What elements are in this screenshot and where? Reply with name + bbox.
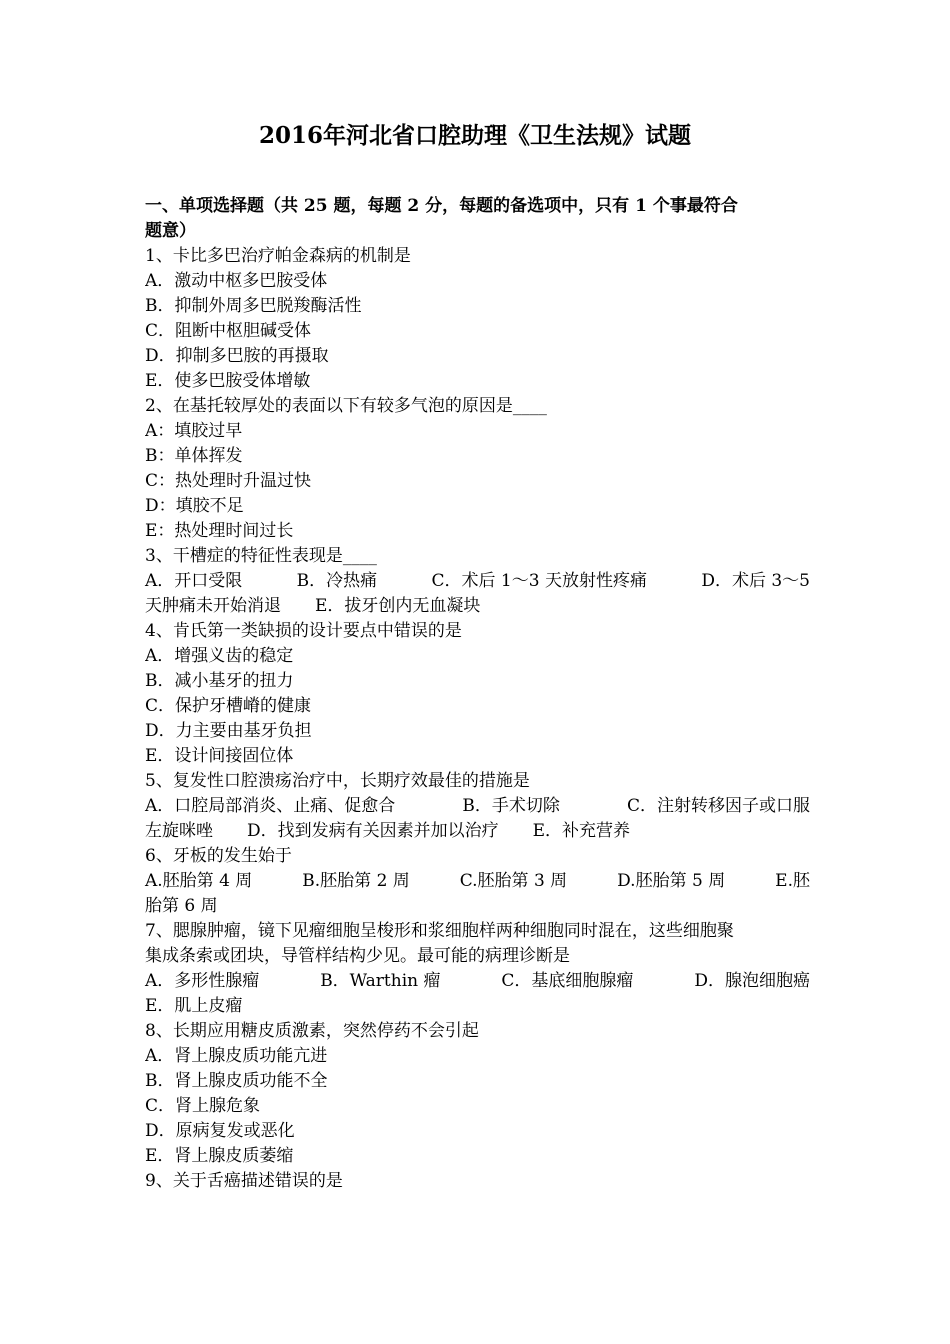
question-8-option-e: E．肾上腺皮质萎缩 [145,1146,294,1166]
question-5-option-b: B．手术切除 [462,796,560,816]
question-4-option-b: B．减小基牙的扭力 [145,671,294,691]
question-3-options-cont: 天肿痛未开始消退 E．拔牙创内无血凝块 [145,596,481,616]
question-6-stem: 6、牙板的发生始于 [145,846,292,866]
question-1-option-e: E．使多巴胺受体增敏 [145,371,311,391]
question-6-option-d: D.胚胎第 5 周 [617,871,726,891]
question-3-option-b: B．冷热痛 [296,571,378,591]
question-3-option-d: D．术后 3～5 [701,571,810,591]
question-7-option-d: D．腺泡细胞癌 [694,971,810,991]
question-1-option-b: B．抑制外周多巴脱羧酶活性 [145,296,362,316]
document-body [145,194,810,1194]
section-heading: 一、单项选择题（共 25 题，每题 2 分，每题的备选项中，只有 1 个事最符合 [145,196,738,216]
document-title: 2016年河北省口腔助理《卫生法规》试题 [258,122,691,149]
question-5-options-row [145,794,810,819]
question-7-options-row [145,969,810,994]
question-8-option-a: A．肾上腺皮质功能亢进 [145,1046,328,1066]
question-8-stem: 8、长期应用糖皮质激素，突然停药不会引起 [145,1021,479,1041]
question-4-option-a: A．增强义齿的稳定 [145,646,294,666]
question-9-stem: 9、关于舌癌描述错误的是 [145,1171,343,1191]
question-7-option-a: A．多形性腺瘤 [145,971,260,991]
question-3-option-c: C．术后 1～3 天放射性疼痛 [431,571,647,591]
question-5-options-cont: 左旋咪唑 D．找到发病有关因素并加以治疗 E．补充营养 [145,821,631,841]
question-6-option-e: E.胚 [775,871,810,891]
question-8-option-c: C．肾上腺危象 [145,1096,261,1116]
question-5-option-c: C．注射转移因子或口服 [626,796,810,816]
section-heading-cont: 题意） [145,221,196,241]
question-5-option-a: A．口腔局部消炎、止痛、促愈合 [145,796,396,816]
question-1-option-c: C．阻断中枢胆碱受体 [145,321,312,341]
question-4-option-c: C．保护牙槽嵴的健康 [145,696,312,716]
question-2-option-b: B：单体挥发 [145,446,243,466]
question-7-stem: 7、腮腺肿瘤，镜下见瘤细胞呈梭形和浆细胞样两种细胞同时混在，这些细胞聚 [145,921,734,941]
question-3-option-a: A．开口受限 [145,571,243,591]
question-2-option-a: A：填胶过早 [145,421,243,441]
question-6-options-row [145,869,810,894]
question-1-option-a: A．激动中枢多巴胺受体 [145,271,328,291]
question-6-options-cont: 胎第 6 周 [145,896,218,916]
question-2-option-c: C：热处理时升温过快 [145,471,312,491]
question-1-stem: 1、卡比多巴治疗帕金森病的机制是 [145,246,411,266]
question-4-stem: 4、肯氏第一类缺损的设计要点中错误的是 [145,621,462,641]
question-1-option-d: D．抑制多巴胺的再摄取 [145,346,329,366]
question-7-option-c: C．基底细胞腺瘤 [501,971,634,991]
question-4-option-d: D．力主要由基牙负担 [145,721,312,741]
question-6-option-b: B.胚胎第 2 周 [302,871,410,891]
question-8-option-b: B．肾上腺皮质功能不全 [145,1071,328,1091]
question-4-option-e: E．设计间接固位体 [145,746,294,766]
question-2-option-e: E：热处理时间过长 [145,521,294,541]
question-6-option-a: A.胚胎第 4 周 [145,871,253,891]
question-8-option-d: D．原病复发或恶化 [145,1121,295,1141]
question-5-stem: 5、复发性口腔溃疡治疗中，长期疗效最佳的措施是 [145,771,530,791]
question-7-option-e: E．肌上皮瘤 [145,996,243,1016]
question-2-option-d: D：填胶不足 [145,496,244,516]
question-7-option-b: B．Warthin 瘤 [320,971,441,991]
question-7-stem-cont: 集成条索或团块，导管样结构少见。最可能的病理诊断是 [145,946,570,966]
question-2-stem: 2、在基托较厚处的表面以下有较多气泡的原因是____ [145,396,547,416]
question-3-stem: 3、干槽症的特征性表现是____ [145,546,377,566]
question-3-options-row [145,569,810,594]
question-6-option-c: C.胚胎第 3 周 [459,871,568,891]
